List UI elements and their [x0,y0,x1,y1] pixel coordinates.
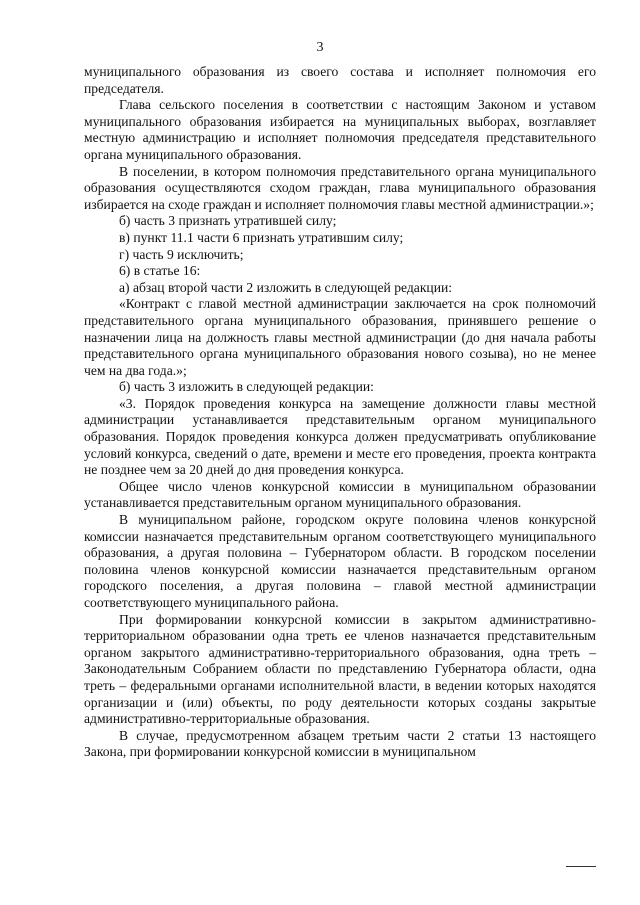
paragraph-closed-territory: При формировании конкурсной комиссии в закрытом административно-территориальном образовании одна треть ее членов назначается представительным органом закрытого административно-территориального образования, одна треть – Законодательным Собранием области по представлению Губернатора области, одна треть – федеральными органами исполнительной власти, в ведении которых находятся организации и (или) объекты, по роду деятельности которых созданы закрытые административно-территориальные образования. [84,611,596,727]
paragraph-continuation: муниципального образования из своего состава и исполняет полномочия его председателя. [84,64,596,96]
paragraph-commission-size: Общее число членов конкурсной комиссии в муниципальном образовании устанавливается представительным органом муниципального образования. [84,478,596,511]
paragraph-commission-appointment: В муниципальном районе, городском округе половина членов конкурсной комиссии назначается представительным органом соответствующего муниципального образования, а другая половина – Губернатором области. В городском поселении половина членов конкурсной комиссии назначается представительным органом городского поселения, а другая половина – главой местной администрации соответствующего муниципального района. [84,512,596,610]
list-item-v-point-11-1: в) пункт 11.1 части 6 признать утратившим силу; [119,229,404,245]
list-item-6-article-16: 6) в статье 16: [119,263,201,279]
paragraph-article-13-case: В случае, предусмотренном абзацем третьим части 2 статьи 13 настоящего Закона, при формировании конкурсной комиссии в муниципальном [84,727,596,760]
list-item-g-part-9: г) часть 9 исключить; [119,246,244,262]
paragraph-head-of-rural-settlement: Глава сельского поселения в соответствии с настоящим Законом и уставом муниципального образования избирается на муниципальных выборах, возглавляет местную администрацию и исполняет полномочия председателя представительного органа муниципального образования. [84,97,596,162]
paragraph-contract-term: «Контракт с главой местной администрации заключается на срок полномочий представительного органа муниципального образования, принявшего решение о назначении лица на должность главы местной администрации (до дня начала работы представительного органа муниципального образования нового созыва), но не менее чем на два года.»; [84,296,596,378]
list-item-b-part-3: б) часть 3 признать утратившей силу; [119,213,337,229]
document-body [84,64,596,761]
paragraph-competition-procedure: «3. Порядок проведения конкурса на замещение должности главы местной администрации устанавливается представительным органом муниципального образования. Порядок проведения конкурса должен предусматривать опубликование условий конкурса, сведений о дате, времени и месте его проведения, проекта контракта не позднее чем за 20 дней до дня проведения конкурса. [84,395,596,478]
list-item-b-part-3-new: б) часть 3 изложить в следующей редакции: [119,379,374,395]
list-item-a-paragraph-two: а) абзац второй части 2 изложить в следующей редакции: [119,279,453,295]
footer-line [566,866,596,867]
page-number: 3 [316,40,324,55]
paragraph-settlement-gathering: В поселении, в котором полномочия представительного органа муниципального образования осуществляются сходом граждан, глава муниципального образования избирается на сходе граждан и исполняет полномочия главы местной администрации.»; [84,163,596,212]
